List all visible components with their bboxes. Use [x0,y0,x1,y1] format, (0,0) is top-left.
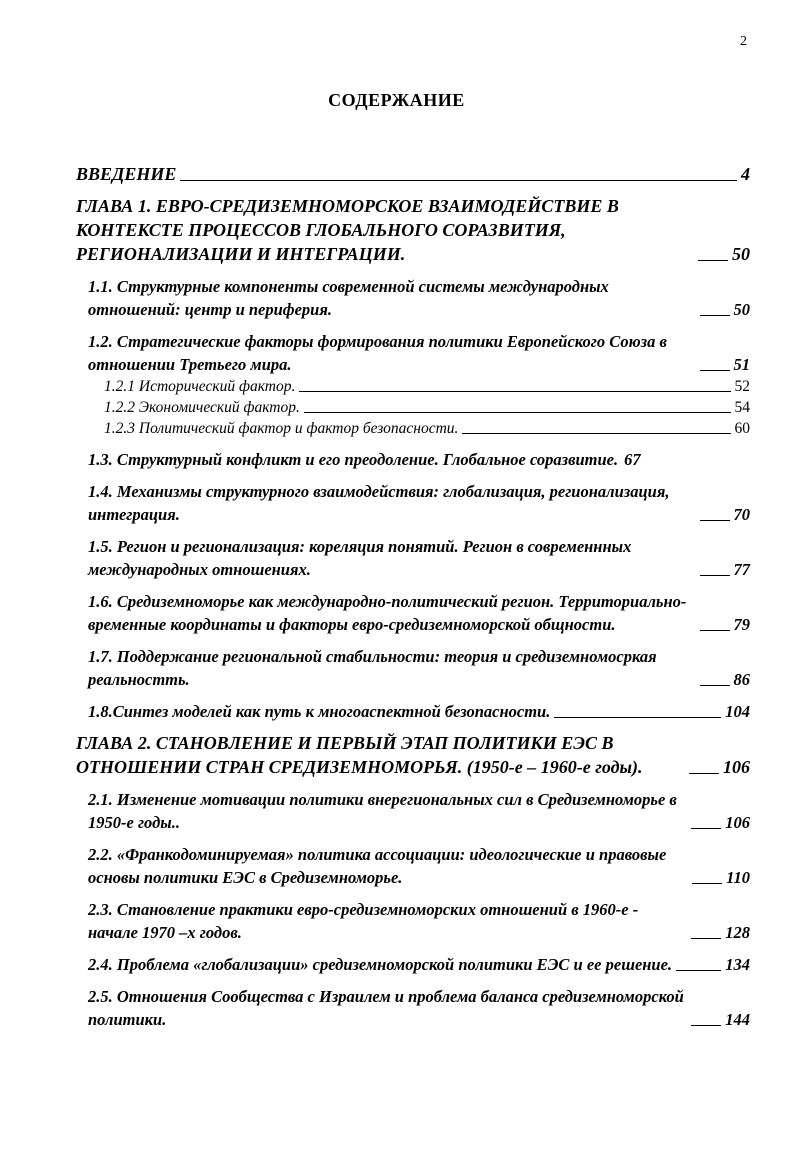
page-number: 2 [740,34,747,49]
toc-entry-1-4[interactable] [88,480,750,526]
toc-entry-chapter-1[interactable] [76,194,750,266]
toc-page-number: 52 [734,378,750,395]
leader-line [691,938,721,939]
toc-page-number: 79 [733,615,750,634]
toc-entry-2-3[interactable] [88,898,750,944]
toc-page-number: 60 [734,420,750,437]
toc-page-number: 50 [732,244,750,264]
toc-entry-text: 2.4. Проблема «глобализации» средиземноморской политики ЕЭС и ее решение. [88,955,673,974]
toc-entry-1-5[interactable] [88,535,750,581]
leader-line [698,260,728,261]
toc-page-number: 67 [624,450,641,469]
toc-page-number: 51 [733,355,750,374]
leader-line [692,883,722,884]
toc-entry-text: 1.2.3 Политический фактор и фактор безопасности. [104,420,459,437]
toc-page-number: 106 [723,757,750,777]
toc-entry-text: 1.6. Средиземноморье как международно-политический регион. Территориально-временные координаты и факторы евро-средиземноморской общности. [88,592,687,634]
leader-line [700,520,730,521]
toc-page-number: 86 [733,670,750,689]
leader-line [299,391,730,392]
toc-entry-1-8[interactable] [88,700,750,723]
leader-line [691,828,721,829]
toc-entry-text: 1.2. Стратегические факторы формирования политики Европейского Союза в отношении Третьего мира. [88,332,667,374]
toc-entry-2-1[interactable] [88,788,750,834]
toc-page-number: 104 [725,702,750,721]
toc-entry-text: ГЛАВА 2. СТАНОВЛЕНИЕ И ПЕРВЫЙ ЭТАП ПОЛИТИКИ ЕЭС В ОТНОШЕНИИ СТРАН СРЕДИЗЕМНОМОРЬЯ. (1950-е – 1960-е годы). [76,733,643,777]
leader-line [676,970,721,971]
toc-entry-text: 1.4. Механизмы структурного взаимодействия: глобализация, регионализация, интеграция. [88,482,670,524]
toc-entry-text: 1.5. Регион и регионализация: кореляция понятий. Регион в современнных международных отношениях. [88,537,632,579]
toc-entry-text: 1.2.2 Экономический фактор. [104,399,300,416]
toc-page-number: 110 [726,868,750,887]
toc-entry-text: 1.1. Структурные компоненты современной системы международных отношений: центр и периферия. [88,277,609,319]
toc-page-number: 144 [725,1010,750,1029]
toc-entry-2-2[interactable] [88,843,750,889]
leader-line [691,1025,721,1026]
toc-entry-1-2-2[interactable] [104,397,750,418]
toc-entry-introduction[interactable] [76,162,750,186]
toc-page-number: 106 [725,813,750,832]
toc-entry-text: 2.2. «Франкодоминируемая» политика ассоциации: идеологические и правовые основы политики ЕЭС в Средиземноморье. [88,845,667,887]
toc-entry-text: 1.2.1 Исторический фактор. [104,378,296,395]
toc-entry-1-2-1[interactable] [104,376,750,397]
toc-entry-text: 1.7. Поддержание региональной стабильности: теория и средиземномосркая реальностть. [88,647,657,689]
toc-page-number: 134 [725,955,750,974]
toc-entry-text: 2.3. Становление практики евро-средиземноморских отношений в 1960-е - начале 1970 –х годов. [88,900,639,942]
toc-entry-1-1[interactable] [88,275,750,321]
toc-page-number: 70 [733,505,750,524]
leader-line [700,575,730,576]
toc-page-number: 50 [733,300,750,319]
toc-entry-chapter-2[interactable] [76,731,750,779]
toc-page-number: 4 [741,164,750,184]
toc-page-number: 77 [733,560,750,579]
toc-entry-text: 2.1. Изменение мотивации политики внерегиональных сил в Средиземноморье в 1950-е годы.. [88,790,677,832]
leader-line [304,412,731,413]
leader-line [700,630,730,631]
toc-page-number: 128 [725,923,750,942]
toc-entry-1-7[interactable] [88,645,750,691]
leader-line [689,773,719,774]
leader-line [180,180,737,181]
leader-line [700,315,730,316]
toc-entry-text: 1.8.Синтез моделей как путь к многоаспектной безопасности. [88,702,551,721]
toc-entry-1-3[interactable] [88,448,750,471]
page-title: СОДЕРЖАНИЕ [328,90,465,110]
toc-entry-1-6[interactable] [88,590,750,636]
table-of-contents [76,162,750,1031]
leader-line [462,433,730,434]
toc-entry-2-5[interactable] [88,985,750,1031]
leader-line [700,685,730,686]
toc-entry-text: 1.3. Структурный конфликт и его преодоление. Глобальное соразвитие. [88,450,619,469]
leader-line [554,717,721,718]
toc-entry-text: ВВЕДЕНИЕ [76,164,177,184]
toc-page-number: 54 [734,399,750,416]
toc-entry-1-2-3[interactable] [104,418,750,439]
leader-line [700,370,730,371]
toc-entry-1-2[interactable] [88,330,750,376]
toc-entry-text: ГЛАВА 1. ЕВРО-СРЕДИЗЕМНОМОРСКОЕ ВЗАИМОДЕЙСТВИЕ В КОНТЕКСТЕ ПРОЦЕССОВ ГЛОБАЛЬНОГО СОРАЗВИТИЯ, РЕГИОНАЛИЗАЦИИ И ИНТЕГРАЦИИ. [76,196,619,264]
toc-entry-2-4[interactable] [88,953,750,976]
toc-entry-text: 2.5. Отношения Сообщества с Израилем и проблема баланса средиземноморской политики. [88,987,684,1029]
